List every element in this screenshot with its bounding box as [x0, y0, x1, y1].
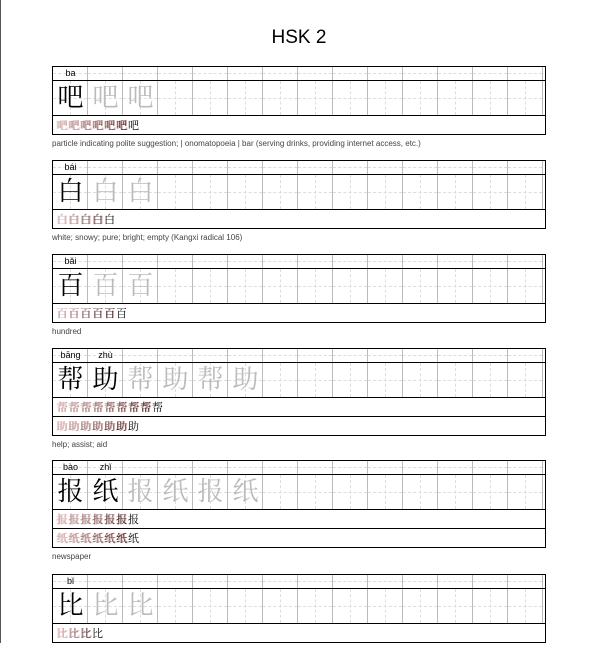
stroke-step: 吧 — [92, 119, 104, 132]
practice-cell — [193, 269, 228, 303]
pinyin-cell — [263, 255, 298, 268]
stroke-order-row — [52, 398, 546, 417]
pinyin-cell — [508, 161, 543, 174]
stroke-order-row — [52, 304, 546, 323]
pinyin-cell — [368, 349, 403, 362]
trace-character: 报 — [197, 477, 224, 507]
entry-block — [52, 460, 546, 561]
pinyin-cell — [473, 67, 508, 80]
pinyin-cell — [473, 255, 508, 268]
pinyin-cell — [333, 161, 368, 174]
pinyin-cell — [193, 67, 228, 80]
stroke-step: 白 — [68, 213, 80, 226]
stroke-step: 帮 — [152, 401, 164, 414]
pinyin-cell — [403, 67, 438, 80]
practice-cell — [403, 175, 438, 209]
stroke-step: 吧 — [128, 119, 140, 132]
pinyin-cell — [228, 67, 263, 80]
practice-cell — [368, 475, 403, 509]
pinyin-label: ba — [65, 68, 76, 78]
pinyin-cell — [88, 575, 123, 588]
stroke-step: 纸 — [80, 532, 92, 545]
pinyin-cell — [368, 67, 403, 80]
pinyin-cell — [88, 161, 123, 174]
practice-cell — [403, 81, 438, 115]
pinyin-cell — [403, 575, 438, 588]
definition-text: newspaper — [52, 552, 92, 561]
stroke-order-row — [52, 417, 546, 436]
practice-cell — [193, 175, 228, 209]
trace-character: 帮 — [197, 365, 224, 395]
pinyin-label: bái — [64, 162, 77, 172]
pinyin-cell — [193, 255, 228, 268]
model-character: 帮 — [57, 365, 84, 395]
practice-cell — [473, 81, 508, 115]
practice-cell — [438, 175, 473, 209]
pinyin-cell — [228, 575, 263, 588]
practice-cell — [193, 81, 228, 115]
pinyin-cell — [333, 461, 368, 474]
pinyin-row — [52, 254, 546, 268]
practice-cell — [158, 589, 193, 623]
pinyin-cell — [88, 255, 123, 268]
pinyin-cell — [508, 255, 543, 268]
practice-cell — [368, 175, 403, 209]
stroke-step: 助 — [92, 420, 104, 433]
practice-cell — [263, 589, 298, 623]
practice-cell — [298, 175, 333, 209]
pinyin-cell — [123, 67, 158, 80]
pinyin-cell — [438, 161, 473, 174]
page-edge — [0, 0, 1, 643]
definition-text: white; snowy; pure; bright; empty (Kangxi radical 106) — [52, 233, 243, 242]
practice-cell — [263, 363, 298, 397]
stroke-step: 纸 — [68, 532, 80, 545]
stroke-step: 纸 — [56, 532, 68, 545]
stroke-step: 报 — [80, 513, 92, 526]
pinyin-cell — [193, 161, 228, 174]
pinyin-cell — [333, 67, 368, 80]
practice-cell — [298, 81, 333, 115]
practice-cell — [298, 475, 333, 509]
practice-grid-row — [52, 268, 546, 304]
stroke-step: 纸 — [128, 532, 140, 545]
pinyin-cell — [228, 349, 263, 362]
stroke-order-row — [52, 210, 546, 229]
pinyin-row — [52, 574, 546, 588]
pinyin-cell — [298, 67, 333, 80]
stroke-step: 助 — [104, 420, 116, 433]
practice-cell — [333, 269, 368, 303]
practice-cell — [228, 269, 263, 303]
pinyin-cell — [263, 349, 298, 362]
practice-cell — [473, 269, 508, 303]
pinyin-cell — [368, 255, 403, 268]
trace-character: 纸 — [232, 477, 259, 507]
practice-cell — [508, 363, 543, 397]
pinyin-cell — [158, 349, 193, 362]
pinyin-cell — [333, 255, 368, 268]
practice-cell — [438, 363, 473, 397]
trace-character: 助 — [232, 365, 259, 395]
pinyin-cell — [158, 575, 193, 588]
page-title: HSK 2 — [271, 27, 327, 48]
practice-cell — [333, 589, 368, 623]
stroke-step: 吧 — [56, 119, 68, 132]
trace-character: 报 — [127, 477, 154, 507]
stroke-step: 吧 — [116, 119, 128, 132]
model-character: 报 — [57, 477, 84, 507]
practice-cell — [508, 175, 543, 209]
pinyin-row — [52, 66, 546, 80]
practice-cell — [438, 475, 473, 509]
practice-grid-row — [52, 474, 546, 510]
pinyin-cell — [123, 161, 158, 174]
stroke-step: 百 — [116, 307, 128, 320]
practice-grid-row — [52, 80, 546, 116]
model-character: 助 — [92, 365, 119, 395]
pinyin-cell — [263, 575, 298, 588]
stroke-order-sequence — [56, 119, 140, 132]
entry-block — [52, 574, 546, 647]
pinyin-row — [52, 460, 546, 474]
entry-block — [52, 66, 546, 148]
practice-cell — [473, 363, 508, 397]
practice-cell — [158, 175, 193, 209]
pinyin-cell — [158, 161, 193, 174]
practice-cell — [473, 589, 508, 623]
model-character: 百 — [57, 271, 84, 301]
pinyin-label: bāng — [60, 350, 81, 360]
stroke-step: 纸 — [92, 532, 104, 545]
pinyin-cell — [88, 67, 123, 80]
pinyin-cell — [298, 161, 333, 174]
stroke-step: 帮 — [116, 401, 128, 414]
trace-character: 帮 — [127, 365, 154, 395]
definition-text: hundred — [52, 327, 82, 336]
stroke-step: 助 — [116, 420, 128, 433]
pinyin-cell — [508, 461, 543, 474]
pinyin-cell — [228, 461, 263, 474]
stroke-order-sequence — [56, 213, 116, 226]
practice-cell — [228, 175, 263, 209]
stroke-step: 比 — [68, 627, 80, 640]
stroke-step: 比 — [80, 627, 92, 640]
stroke-step: 百 — [68, 307, 80, 320]
pinyin-row — [52, 160, 546, 174]
practice-cell — [298, 589, 333, 623]
practice-cell — [508, 81, 543, 115]
pinyin-cell — [298, 575, 333, 588]
stroke-step: 帮 — [128, 401, 140, 414]
entry-block — [52, 254, 546, 336]
trace-character: 纸 — [162, 477, 189, 507]
practice-grid-row — [52, 588, 546, 624]
stroke-step: 帮 — [140, 401, 152, 414]
practice-cell — [508, 589, 543, 623]
entry-block — [52, 348, 546, 449]
pinyin-cell — [158, 461, 193, 474]
stroke-step: 报 — [56, 513, 68, 526]
stroke-step: 百 — [80, 307, 92, 320]
trace-character: 比 — [92, 591, 119, 621]
pinyin-cell — [298, 461, 333, 474]
pinyin-cell — [228, 161, 263, 174]
pinyin-cell — [123, 255, 158, 268]
practice-grid-row — [52, 362, 546, 398]
pinyin-cell — [333, 575, 368, 588]
practice-cell — [403, 269, 438, 303]
practice-cell — [438, 269, 473, 303]
practice-cell — [333, 363, 368, 397]
stroke-step: 白 — [80, 213, 92, 226]
practice-cell — [298, 269, 333, 303]
practice-cell — [508, 475, 543, 509]
trace-character: 百 — [127, 271, 154, 301]
definition-text: help; assist; aid — [52, 440, 108, 449]
practice-cell — [473, 175, 508, 209]
pinyin-cell — [473, 161, 508, 174]
stroke-order-sequence — [56, 532, 140, 545]
pinyin-label: bǎi — [64, 256, 77, 266]
trace-character: 白 — [127, 177, 154, 207]
pinyin-label: zhǐ — [99, 462, 112, 472]
stroke-step: 帮 — [92, 401, 104, 414]
stroke-order-row — [52, 529, 546, 548]
trace-character: 助 — [162, 365, 189, 395]
pinyin-cell — [368, 161, 403, 174]
pinyin-cell — [333, 349, 368, 362]
pinyin-cell — [438, 461, 473, 474]
pinyin-row — [52, 348, 546, 362]
stroke-step: 助 — [128, 420, 140, 433]
stroke-step: 白 — [56, 213, 68, 226]
stroke-step: 白 — [92, 213, 104, 226]
stroke-step: 百 — [56, 307, 68, 320]
practice-cell — [298, 363, 333, 397]
practice-cell — [368, 81, 403, 115]
stroke-order-sequence — [56, 420, 140, 433]
pinyin-cell — [508, 349, 543, 362]
pinyin-cell — [263, 461, 298, 474]
definition-text: particle indicating polite suggestion; | onomatopoeia | bar (serving drinks, providing internet access, etc.) — [52, 139, 421, 148]
pinyin-cell — [438, 67, 473, 80]
pinyin-cell — [123, 461, 158, 474]
stroke-step: 吧 — [80, 119, 92, 132]
stroke-step: 吧 — [68, 119, 80, 132]
stroke-step: 帮 — [104, 401, 116, 414]
practice-cell — [228, 81, 263, 115]
pinyin-cell — [473, 575, 508, 588]
pinyin-cell — [438, 349, 473, 362]
practice-cell — [403, 363, 438, 397]
trace-character: 白 — [92, 177, 119, 207]
practice-cell — [263, 175, 298, 209]
pinyin-cell — [193, 461, 228, 474]
pinyin-cell — [438, 575, 473, 588]
stroke-step: 白 — [104, 213, 116, 226]
practice-cell — [193, 589, 228, 623]
pinyin-cell — [508, 575, 543, 588]
practice-cell — [333, 175, 368, 209]
pinyin-cell — [263, 161, 298, 174]
practice-cell — [333, 81, 368, 115]
pinyin-cell — [263, 67, 298, 80]
pinyin-cell — [298, 349, 333, 362]
pinyin-cell — [123, 349, 158, 362]
stroke-step: 助 — [56, 420, 68, 433]
pinyin-cell — [193, 575, 228, 588]
stroke-order-sequence — [56, 401, 164, 414]
practice-cell — [158, 269, 193, 303]
stroke-order-row — [52, 116, 546, 135]
pinyin-cell — [298, 255, 333, 268]
stroke-step: 报 — [104, 513, 116, 526]
pinyin-cell — [368, 461, 403, 474]
stroke-step: 报 — [68, 513, 80, 526]
practice-cell — [263, 81, 298, 115]
model-character: 纸 — [92, 477, 119, 507]
stroke-step: 帮 — [68, 401, 80, 414]
pinyin-cell — [158, 255, 193, 268]
stroke-step: 纸 — [116, 532, 128, 545]
trace-character: 比 — [127, 591, 154, 621]
practice-cell — [403, 475, 438, 509]
practice-cell — [438, 589, 473, 623]
pinyin-cell — [508, 67, 543, 80]
entry-block — [52, 160, 546, 242]
practice-cell — [438, 81, 473, 115]
practice-cell — [473, 475, 508, 509]
pinyin-cell — [438, 255, 473, 268]
stroke-order-sequence — [56, 307, 128, 320]
pinyin-cell — [123, 575, 158, 588]
pinyin-cell — [473, 461, 508, 474]
practice-cell — [263, 269, 298, 303]
pinyin-cell — [193, 349, 228, 362]
stroke-order-row — [52, 510, 546, 529]
pinyin-label: zhù — [98, 350, 113, 360]
trace-character: 吧 — [92, 83, 119, 113]
stroke-step: 比 — [56, 627, 68, 640]
stroke-step: 助 — [68, 420, 80, 433]
stroke-step: 吧 — [104, 119, 116, 132]
stroke-order-sequence — [56, 513, 140, 526]
practice-cell — [368, 589, 403, 623]
stroke-step: 比 — [92, 627, 104, 640]
pinyin-label: bào — [62, 462, 79, 472]
model-character: 比 — [57, 591, 84, 621]
practice-cell — [403, 589, 438, 623]
pinyin-cell — [158, 67, 193, 80]
practice-cell — [263, 475, 298, 509]
practice-cell — [368, 269, 403, 303]
stroke-order-sequence — [56, 627, 104, 640]
stroke-step: 帮 — [80, 401, 92, 414]
stroke-step: 报 — [116, 513, 128, 526]
practice-cell — [228, 589, 263, 623]
stroke-step: 报 — [92, 513, 104, 526]
stroke-step: 助 — [80, 420, 92, 433]
pinyin-cell — [403, 255, 438, 268]
model-character: 吧 — [57, 83, 84, 113]
practice-cell — [158, 81, 193, 115]
stroke-step: 帮 — [56, 401, 68, 414]
stroke-step: 百 — [92, 307, 104, 320]
pinyin-label: bǐ — [66, 576, 74, 586]
stroke-step: 百 — [104, 307, 116, 320]
pinyin-cell — [473, 349, 508, 362]
stroke-step: 纸 — [104, 532, 116, 545]
pinyin-cell — [403, 461, 438, 474]
pinyin-cell — [403, 161, 438, 174]
stroke-order-row — [52, 624, 546, 643]
practice-cell — [333, 475, 368, 509]
model-character: 白 — [57, 177, 84, 207]
practice-cell — [368, 363, 403, 397]
stroke-step: 报 — [128, 513, 140, 526]
practice-grid-row — [52, 174, 546, 210]
pinyin-cell — [368, 575, 403, 588]
pinyin-cell — [403, 349, 438, 362]
practice-cell — [508, 269, 543, 303]
pinyin-cell — [228, 255, 263, 268]
trace-character: 吧 — [127, 83, 154, 113]
trace-character: 百 — [92, 271, 119, 301]
